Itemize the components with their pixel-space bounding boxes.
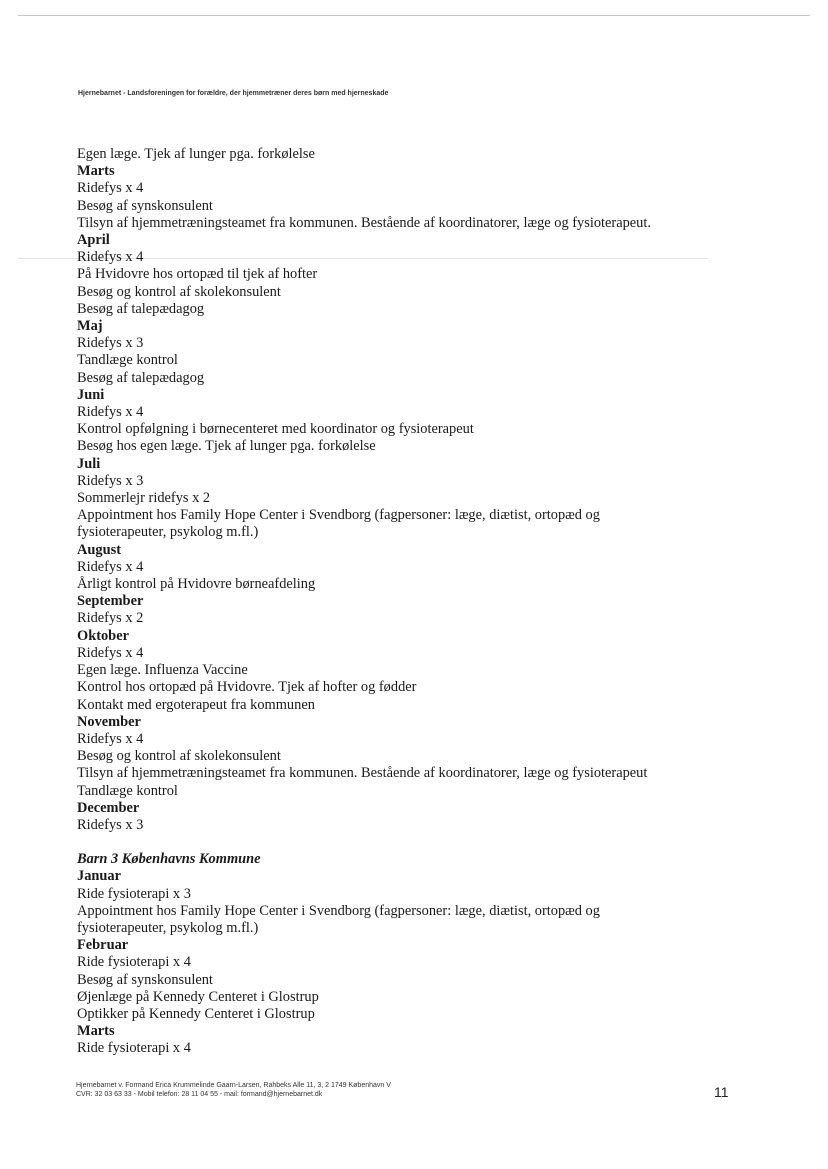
list-item: Ride fysioterapi x 4	[77, 1040, 191, 1057]
page-number: 11	[714, 1084, 729, 1100]
month-heading: Juli	[77, 455, 101, 472]
list-item: Kontrol hos ortopæd på Hvidovre. Tjek af hofter og fødder	[77, 679, 417, 696]
list-item: Tilsyn af hjemmetræningsteamet fra kommunen. Bestående af koordinatorer, læge og fysioterapeut.	[77, 214, 651, 231]
list-item: Tilsyn af hjemmetræningsteamet fra kommunen. Bestående af koordinatorer, læge og fysioterapeut	[77, 765, 648, 782]
list-item: Ridefys x 4	[77, 404, 144, 421]
list-item: Besøg af synskonsulent	[77, 197, 213, 214]
month-heading: Marts	[77, 1023, 115, 1040]
section-heading: Barn 3 Københavns Kommune	[77, 851, 261, 868]
list-item: Ride fysioterapi x 4	[77, 954, 191, 971]
list-item: Ridefys x 3	[77, 335, 144, 352]
month-heading: Januar	[77, 868, 121, 885]
list-item: Besøg hos egen læge. Tjek af lunger pga. forkølelse	[77, 438, 376, 455]
list-item: Appointment hos Family Hope Center i Svendborg (fagpersoner: læge, diætist, ortopæd og	[77, 902, 600, 919]
month-heading: September	[77, 593, 144, 610]
month-heading: Oktober	[77, 627, 129, 644]
list-item: Ridefys x 4	[77, 558, 144, 575]
month-heading: Juni	[77, 386, 105, 403]
page-header: Hjernebarnet - Landsforeningen for forældre, der hjemmetræner deres børn med hjerneskade	[78, 90, 389, 97]
list-item: Øjenlæge på Kennedy Centeret i Glostrup	[77, 988, 319, 1005]
month-heading: Marts	[77, 163, 115, 180]
list-item: Besøg af talepædagog	[77, 300, 205, 317]
list-item: På Hvidovre hos ortopæd til tjek af hofter	[77, 266, 318, 283]
list-item: Besøg og kontrol af skolekonsulent	[77, 748, 281, 765]
list-item: Egen læge. Tjek af lunger pga. forkølelse	[77, 146, 315, 162]
top-rule	[18, 15, 810, 16]
document-body	[77, 146, 797, 1058]
list-item: Ridefys x 2	[77, 610, 144, 627]
month-heading: Februar	[77, 937, 129, 954]
list-item: Optikker på Kennedy Centeret i Glostrup	[77, 1005, 315, 1022]
list-item: Kontrol opfølgning i børnecenteret med koordinator og fysioterapeut	[77, 421, 474, 438]
list-item: Ridefys x 4	[77, 644, 144, 661]
list-item: Besøg af synskonsulent	[77, 971, 213, 988]
list-item: Besøg af talepædagog	[77, 369, 205, 386]
list-item: Ride fysioterapi x 3	[77, 885, 191, 902]
list-item: Ridefys x 4	[77, 730, 144, 747]
page-footer	[76, 1081, 391, 1099]
list-item: Besøg og kontrol af skolekonsulent	[77, 283, 281, 300]
month-heading: August	[77, 541, 121, 558]
footer-address: Hjernebarnet v. Formand Erica Krummelinde Gaarn-Larsen, Rahbeks Alle 11, 3, 2 1749 København V	[76, 1082, 391, 1089]
list-item: Tandlæge kontrol	[77, 782, 178, 799]
list-item: Ridefys x 3	[77, 816, 144, 833]
list-item: Ridefys x 4	[77, 180, 144, 197]
list-item: Ridefys x 4	[77, 249, 144, 266]
list-item: fysioterapeuter, psykolog m.fl.)	[77, 524, 259, 541]
month-heading: December	[77, 799, 140, 816]
list-item: Årligt kontrol på Hvidovre børneafdeling	[77, 576, 316, 593]
list-item: Ridefys x 3	[77, 472, 144, 489]
list-item: Appointment hos Family Hope Center i Svendborg (fagpersoner: læge, diætist, ortopæd og	[77, 507, 600, 524]
list-item: Egen læge. Influenza Vaccine	[77, 662, 248, 679]
section-gap	[77, 834, 797, 851]
list-item: Kontakt med ergoterapeut fra kommunen	[77, 696, 315, 713]
list-item: fysioterapeuter, psykolog m.fl.)	[77, 919, 259, 936]
list-item: Sommerlejr ridefys x 2	[77, 490, 211, 507]
month-heading: Maj	[77, 318, 103, 335]
list-item: Tandlæge kontrol	[77, 352, 178, 369]
footer-contact: CVR: 32 03 63 33 - Mobil telefon: 28 11 04 55 - mail: formand@hjernebarnet.dk	[76, 1091, 323, 1098]
month-heading: November	[77, 713, 141, 730]
month-heading: April	[77, 232, 110, 249]
